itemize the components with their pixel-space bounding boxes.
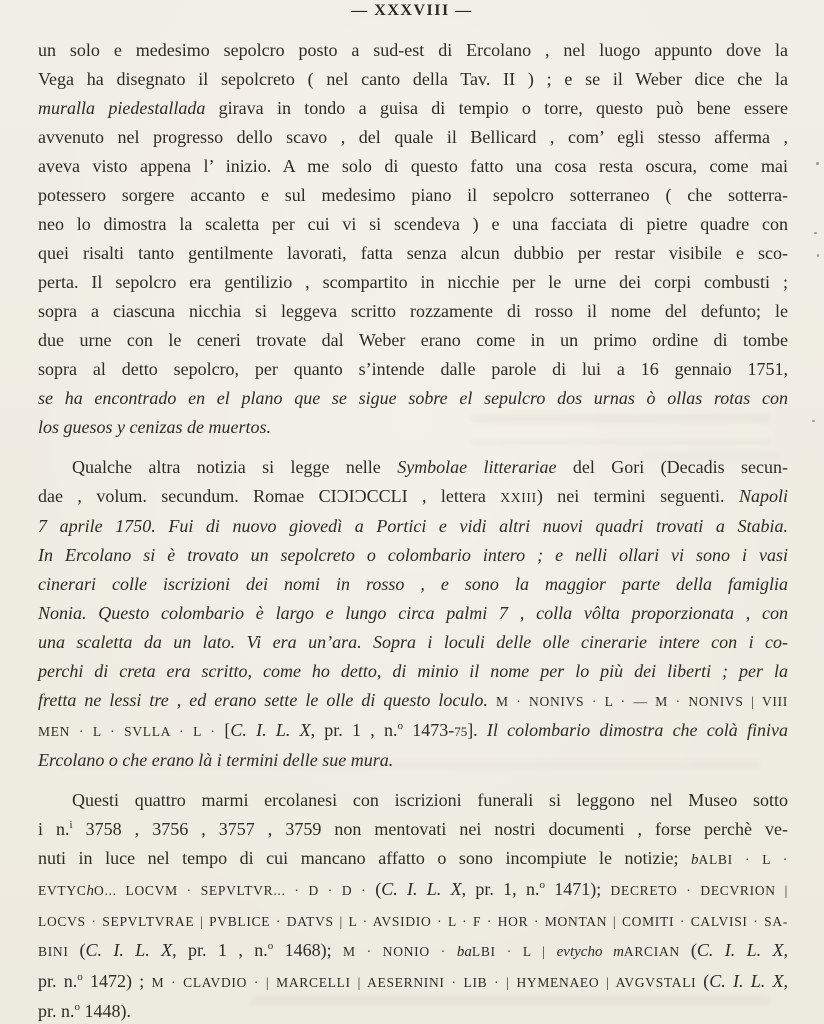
text-line [38, 967, 788, 997]
text-segment: aveva visto appena l’ inizio. A me solo di questo fatto una cosa resta oscura, come mai [38, 156, 788, 176]
text-segment: avvenuto nel progresso dello scavo , del quale il Bellicard , com’ egli stesso afferma , [38, 127, 788, 147]
text-line [38, 94, 788, 123]
paragraph [38, 453, 788, 775]
text-segment: LBI · L | [471, 944, 557, 959]
text-line [38, 599, 788, 628]
text-segment: los guesos y cenizas de muertos. [38, 417, 271, 437]
text-line [38, 628, 788, 657]
text-segment: h [86, 883, 94, 899]
text-line [38, 326, 788, 355]
text-segment: DECRETO · DECVRION | [610, 883, 788, 898]
text-line [38, 686, 788, 716]
text-line [38, 123, 788, 152]
text-segment: b [691, 852, 699, 868]
paper-speck [812, 420, 815, 422]
text-line [38, 936, 788, 967]
text-segment: ( [703, 971, 710, 991]
text-segment: o [539, 879, 545, 891]
text-line [38, 268, 788, 297]
text-segment: EVTYC [38, 883, 87, 898]
paragraph [38, 36, 788, 442]
text-line [38, 152, 788, 181]
text-segment: Vega ha disegnato il sepolcreto ( nel canto della Tav. II ) ; e se il Weber dice che la [38, 69, 788, 89]
text-segment: C. I. L. X [381, 879, 462, 899]
text-segment: M · NONIO · [342, 944, 457, 959]
text-segment: o [74, 1001, 81, 1013]
text-segment: Napoli [738, 486, 788, 506]
text-segment: perchi di creta era scritto, come ho detto, di minio il nome per lo più dei liberti ; per la [38, 661, 788, 681]
text-line [38, 36, 788, 65]
text-segment: C. I. L. X [230, 720, 311, 740]
text-segment: o [397, 720, 403, 732]
text-segment: evtycho m [556, 944, 624, 960]
text-segment: girava in tondo a guisa di tempio o torre, questo può bene essere [205, 98, 788, 118]
text-segment: Nonia. Questo colombario è largo e lungo circa palmi 7 , colla vôlta proporzionata , con [38, 603, 788, 623]
text-segment: O... LOCVM · SEPVLTVR... · D · D · [94, 883, 376, 898]
text-segment: quei risalti tanto gentilmente lavorati, fatta senza alcun dubbio per restar visibile e sco- [38, 243, 788, 263]
text-segment: sopra a ciascuna nicchia si leggeva scritto rozzamente di rosso il nome del defunto; le [38, 301, 788, 321]
text-segment: ARCIAN [623, 944, 691, 959]
text-segment: Il colombario dimostra che colà finiva [486, 720, 788, 740]
text-segment: 1473- [402, 720, 455, 740]
text-segment: LOCVS · SEPVLTVRAE | PVBLICE · DATVS | L · AVSIDIO · L · F · HOR · MONTAN | COMITI · CALVISI · SA- [38, 914, 788, 929]
text-line [38, 181, 788, 210]
text-line [38, 997, 788, 1024]
text-segment: [ [224, 720, 231, 740]
text-line [38, 570, 788, 599]
text-segment: BINI [38, 944, 80, 959]
text-segment: o [267, 940, 274, 952]
text-segment: sopra al detto sepolcro, per quanto s’intende dalle parole di lui a 16 gennaio 1751, [38, 359, 788, 379]
text-segment: una scaletta da un lato. Vi era un’ara. Sopra i loculi delle olle cinerarie intere con i co- [38, 632, 788, 652]
text-segment: Ercolano o che erano là i termini delle sue mura. [38, 750, 394, 770]
text-segment: o [77, 971, 83, 983]
text-line [38, 210, 788, 239]
text-segment: , pr. 1, n. [461, 879, 540, 899]
text-segment: pr. n. [38, 1001, 75, 1021]
text-segment: Questi quattro marmi ercolanesi con iscrizioni funerali si leggono nel Museo sotto [72, 790, 788, 810]
text-line [38, 844, 788, 875]
text-segment: ( [375, 879, 382, 899]
text-line [38, 239, 788, 268]
text-segment: potessero sorgere accanto e sul medesimo piano il sepolcro sotterraneo ( che sotterra- [38, 185, 788, 205]
text-segment: , pr. 1 , n. [172, 940, 268, 960]
text-segment: 1448). [80, 1001, 132, 1021]
text-segment: neo lo dimostra la scaletta per cui vi si scendeva ) e una facciata di pietre quadre con [38, 214, 788, 234]
text-segment: 7 aprile 1750. Fui di nuovo giovedì a Portici e vidi altri nuovi quadri trovati a Stabia. [38, 516, 788, 536]
text-segment: Symbolae litterariae [397, 457, 557, 477]
text-segment: M · CLAVDIO · | MARCELLI | AESERNINI · LIB · | HYMENAEO | AVGVSTALI [151, 975, 704, 990]
text-segment: C. I. L. X, [696, 940, 788, 960]
paper-speck [816, 162, 819, 165]
text-line [38, 906, 788, 936]
text-segment: C. I. L. X [85, 940, 173, 960]
paragraph [38, 786, 788, 1024]
text-segment: ( [79, 940, 86, 960]
text-segment: cinerari colle iscrizioni dei nomi in rosso , e sono la maggior parte della famiglia [38, 574, 788, 594]
text-line [38, 297, 788, 326]
text-segment: 1471); [544, 879, 611, 899]
page-number-header: — XXXVIII — [351, 2, 473, 19]
text-segment: due urne con le ceneri trovate dal Weber erano come in un primo ordine di tombe [38, 330, 788, 350]
text-segment: i [69, 819, 73, 831]
text-segment: ( [690, 940, 697, 960]
page-text [38, 36, 788, 1024]
text-segment: ]. [467, 720, 487, 740]
text-segment: nuti in luce nel tempo di cui mancano affatto o sono incompiute le notizie; [38, 848, 692, 868]
text-segment: 1472) ; [82, 971, 152, 991]
text-line [38, 657, 788, 686]
text-line [38, 65, 788, 94]
text-segment: , pr. 1 , n. [310, 720, 398, 740]
text-line [38, 453, 788, 482]
text-line [38, 413, 788, 442]
text-line [38, 716, 788, 746]
text-line [38, 815, 788, 844]
text-segment: 3758 , 3756 , 3757 , 3759 non mentovati nei nostri documenti , forse perchè ve- [72, 819, 788, 839]
text-segment: del Gori (Decadis secun- [556, 457, 788, 477]
text-line [38, 512, 788, 541]
text-segment: C. I. L. X, [709, 971, 788, 991]
paper-speck [814, 232, 817, 234]
text-segment: i n. [38, 819, 70, 839]
paper-speck [817, 254, 819, 257]
text-segment: dae , volum. secundum. Romae CIƆIƆCCLI , lettera [38, 486, 501, 506]
text-segment: un solo e medesimo sepolcro posto a sud-est di Ercolano , nel luogo appunto dove la [38, 40, 788, 60]
text-segment: In Ercolano si è trovato un sepolcreto o colombario intero ; e nelli ollari vi sono i vasi [38, 545, 788, 565]
text-line [38, 355, 788, 384]
text-segment: ba [456, 944, 472, 960]
text-segment: 75 [454, 724, 468, 739]
text-segment: perta. Il sepolcro era gentilizio , scompartito in nicchie per le urne dei corpi combusti ; [38, 272, 788, 292]
text-segment: ) nei termini seguenti. [536, 486, 739, 506]
text-segment: muralla piedestallada [38, 98, 206, 118]
text-segment: se ha encontrado en el plano que se sigue sobre el sepulcro dos urnas ò ollas rotas con [38, 388, 788, 408]
text-segment: XXIII [500, 490, 537, 505]
text-line [38, 482, 788, 512]
text-line [38, 541, 788, 570]
text-line [38, 786, 788, 815]
text-segment: Qualche altra notizia si legge nelle [72, 457, 398, 477]
text-line [38, 746, 788, 775]
text-segment: M · NONIVS · L · — M · NONIVS | VIII [495, 694, 788, 709]
text-segment: MEN · L · SVLLA · L · [38, 724, 225, 739]
text-segment: pr. n. [38, 971, 78, 991]
text-line [38, 875, 788, 906]
text-segment: fretta ne lessi tre , ed erano sette le olle di questo loculo. [38, 690, 496, 710]
text-segment: ALBI · L · [698, 852, 788, 867]
text-segment: 1468); [273, 940, 343, 960]
text-line [38, 384, 788, 413]
